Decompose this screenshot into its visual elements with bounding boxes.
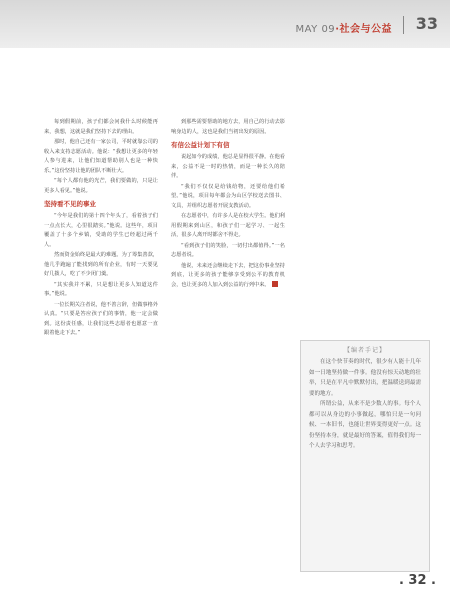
paragraph: 所谓公益，从来不是少数人的事。每个人都可以从身边的小事做起，哪怕只是一句问候、一本旧书，也能让世界变得更好一点。这份坚持本身，就是最好的答案，值得我们每一个人去学习和思考。 [309,401,421,449]
paragraph: 到那些需要帮助的地方去，用自己的行动去影响身边的人，这也是我们当初出发的原因。 [171,119,285,135]
editor-note-body [301,354,429,455]
paragraph: 然而资金始终是最大的难题。为了筹集善款，他几乎跑遍了能找到的所有企业，有时一天要见好几拨人，吃了不少闭门羹。 [44,252,158,277]
article-column-2 [171,118,285,291]
header-section: ·社会与公益 [335,24,392,35]
paragraph: 一位长期关注者说，他不善言辞，但做事格外认真。“只要是答应孩子们的事情，他一定会做到。这份责任感，让我们这些志愿者也愿意一直跟着他走下去。” [44,301,158,336]
paragraph: 说起如今的成绩，他总是显得很平静。在他看来，公益不是一时的热情，而是一种长久的陪伴。 [171,154,285,179]
article-column-1 [44,118,158,340]
paragraph: “每个人都有他的光芒，我们要做的，只是让更多人看见。”他说。 [44,178,158,194]
paragraph: “我们不仅仅是给钱给物，还要给他们希望。”他说，项目每年都会为山区学校送去图书、文具，并组织志愿者开展支教活动。 [171,183,285,209]
article-end-mark [272,281,278,287]
paragraph: 在志愿者中，有许多人是在校大学生。他们利用假期来到山区，和孩子们一起学习、一起生活，很多人离开时都舍不得走。 [171,213,285,238]
paragraph: 在这个快节奏的时代，很少有人能十几年如一日地坚持做一件事。他没有惊天动地的壮举，只是在平凡中默默付出，把温暖送到最需要的地方。 [309,359,421,397]
paragraph: “看到孩子们的笑脸，一切付出都值得。”一名志愿者说。 [171,242,285,258]
paragraph: “其实我并不累，只是想让更多人知道这件事。”他说。 [44,281,158,297]
paragraph: 每到假期前，孩子们都会问我什么时候能再来，我想，这就是我们坚持下去的理由。 [44,119,158,135]
paragraph: 那时，他自己还有一家公司，平时就靠公司的收入来支持志愿活动。他说：“我想让更多的年轻人参与进来，让他们知道帮助别人也是一种快乐。”这份坚持让他的团队不断壮大。 [44,139,158,174]
editor-note-box [300,340,430,572]
paragraph [171,262,285,291]
header-section-label [295,20,392,35]
header-divider [403,16,404,34]
footer-page-number: . 32 . [398,573,436,588]
editor-note-title: 【编者手记】 [343,347,386,354]
paragraph-text: 他说，未来还会继续走下去，把这份事业坚持到底，让更多的孩子能够享受到公平的教育机会，也让更多的人加入到公益的行列中来。 [171,262,285,288]
section-subheading: 有信公益计划下有信 [171,141,230,149]
header-page-number: 33 [415,14,438,33]
header-issue: MAY 09 [295,24,336,35]
section-subheading: 坚持看不见的事业 [44,200,96,208]
page-header [0,0,450,48]
paragraph: “今年是我们的第十四个年头了，看着孩子们一点点长大，心里很踏实。”他说。这些年，项目覆盖了十多个乡镇，受助的学生已经超过两千人。 [44,213,158,248]
